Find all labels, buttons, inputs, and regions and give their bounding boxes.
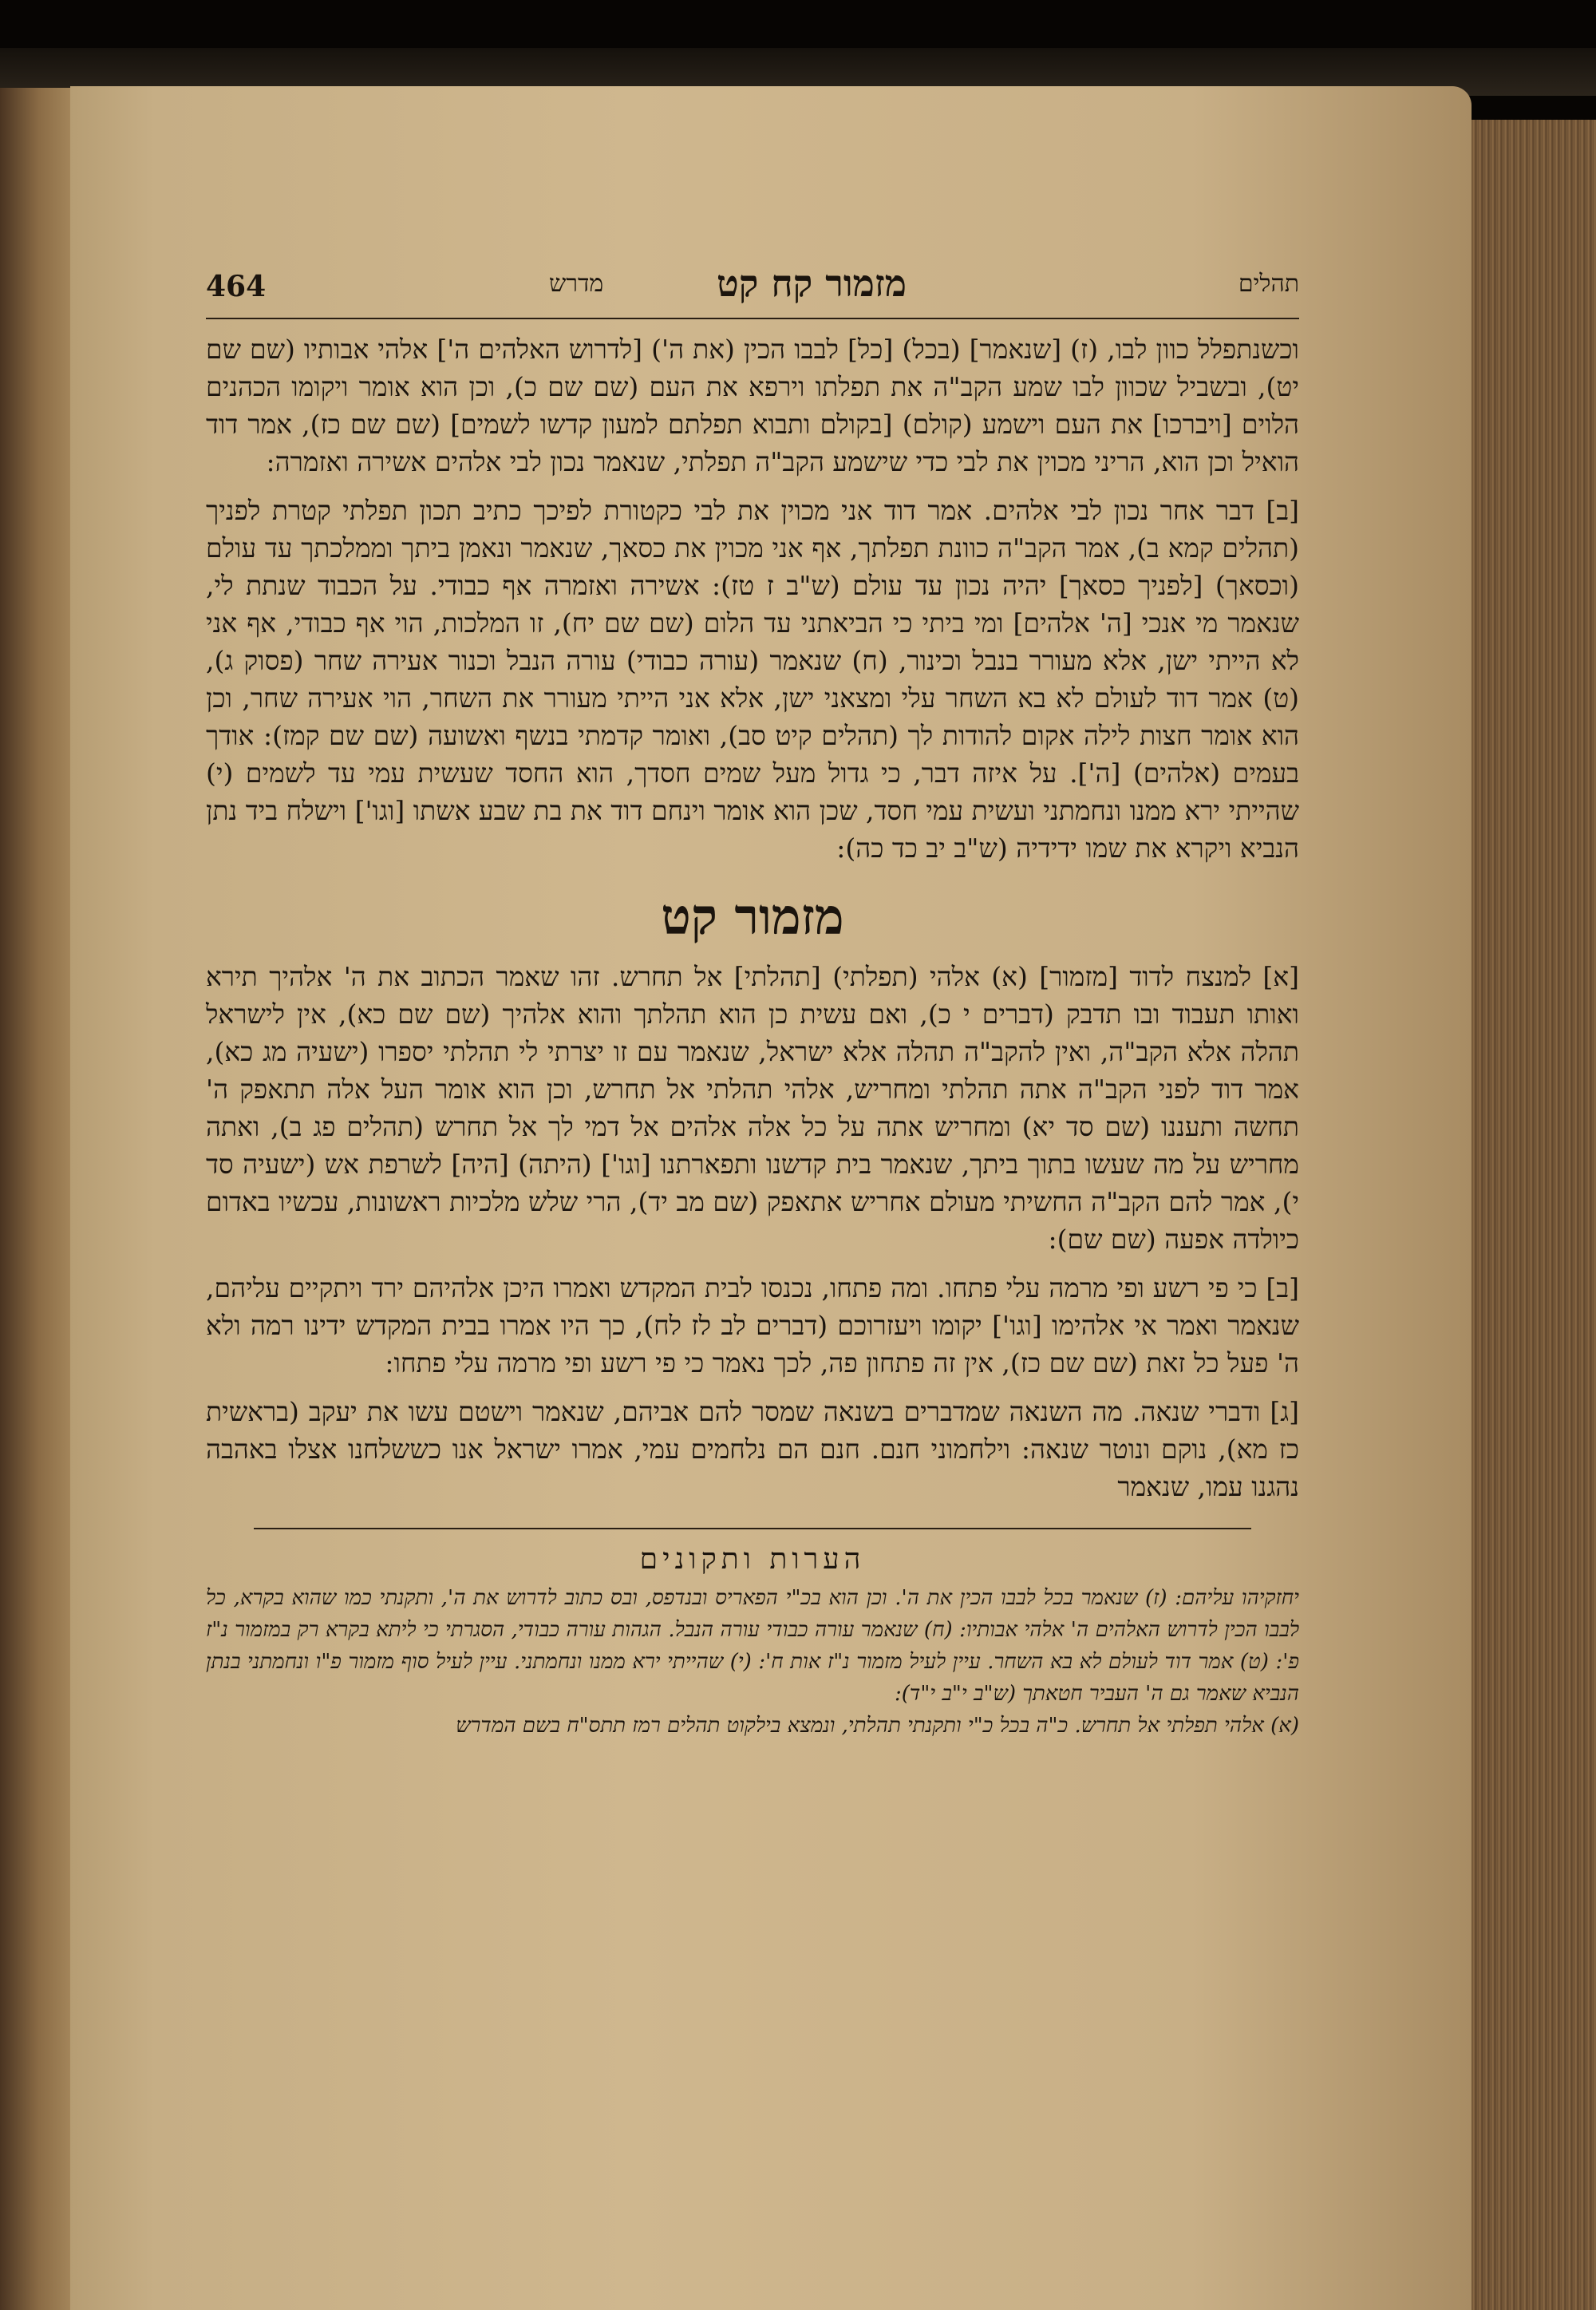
note-1: יחזקיהו עליהם: (ז) שנאמר בכל לבבו הכין את ה'. וכן הוא בכ"י הפאריס ובנדפס, ובס כתוב לדרוש את ה', ותקנתי כמו שהוא בקרא, כל לבבו הכין לדרוש האלהים ה' אלהי אבותיו: (ח) שנאמר עורה כבודי עורה הנבל. הגהות עורה כבודי, הסגרתי כי ליתא בקרא רק במזמור נ"ז פ': (ט) אמר דוד לעולם לא בא השחר. עיין לעיל מזמור נ"ז אות ח': (י) שהייתי ירא ממנו ונחמתני. עיין לעיל סוף מזמור פ"ו ונחמתני בנתן הנביא שאמר גם ה' העביר חטאתך (ש"ב י"ב י"ד): xyxy=(206,1586,1299,1706)
header-midrash: מדרש xyxy=(549,270,604,298)
psalm-paragraph-1: [א] למנצח לדוד [מזמור] (א) אלהי (תפלתי) [תהלתי] אל תחרש. זהו שאמר הכתוב את ה' אלהיך תירא ואותו תעבוד ובו תדבק (דברים י כ), ואם עשית כן הוא תהלתך והוא אלהיך (שם שם כא), אין לישראל תהלה אלא הקב"ה, ואין להקב"ה תהלה אלא ישראל, שנאמר עם זו יצרתי לי תהלתי יספרו (ישעיה מג כא), אמר דוד לפני הקב"ה אתה תהלתי ומחריש, אלהי תהלתי אל תחרש, וכן הוא אומר העל אלה תתאפק ה' תחשה ותעננו (שם סד יא) ומחריש אתה על כל אלה אלהים אל דמי לך אל תחרש (תהלים פג ב), ואתה מחריש על מה שעשו בתוך ביתך, שנאמר בית קדשנו ותפארתנו [וגו'] (היתה) [היה] לשרפת אש (ישעיה סד י), אמר להם הקב"ה החשיתי מעולם אחריש אתאפק (שם מב יד), הרי שלש מלכיות ראשונות, עכשיו באדום כיולדה אפעה (שם שם): xyxy=(206,961,1299,1255)
note-2: (א) אלהי תפלתי אל תחרש. כ"ה בכל כ"י ותקנתי תהלתי, ונמצא בילקוט תהלים רמז תתס"ח בשם המדרש xyxy=(456,1714,1299,1738)
header-book: תהלים xyxy=(1238,270,1299,298)
left-page-edge xyxy=(0,88,70,2310)
psalm-title: מזמור קט xyxy=(661,888,844,946)
page-content xyxy=(206,262,1299,2162)
psalm-paragraph-2: [ב] כי פי רשע ופי מרמה עלי פתחו. ומה פתחו, נכנסו לבית המקדש ואמרו היכן אלהיהם ירד ויתקיים עליהם, שנאמר ואמר אי אלהימו [וגו'] יקומו ויעזרוכם (דברים לב לז לח), כך היו אמרו בבית המקדש ידינו רמה ולא ה' פעל כל זאת (שם שם כז), אין זה פתחון פה, לכך נאמר כי פי רשע ופי מרמה עלי פתחו: xyxy=(206,1272,1299,1378)
book-page xyxy=(70,86,1472,2310)
psalm-paragraph-3: [ג] ודברי שנאה. מה השנאה שמדברים בשנאה שמסר להם אביהם, שנאמר וישטם עשו את יעקב (בראשית כז מא), נוקם ונוטר שנאה: וילחמוני חנם. חנם הם נלחמים עמי, אמרו ישראל אנו כששלחנו אצלו באהבה נהגנו עמו, שנאמר xyxy=(206,1396,1299,1502)
notes-divider xyxy=(254,1528,1251,1529)
running-header xyxy=(206,262,1299,319)
header-psalm: מזמור קח קט xyxy=(717,262,907,305)
page-block-edge xyxy=(1452,120,1596,2310)
page-number: 464 xyxy=(206,270,267,303)
paragraph-2: [ב] דבר אחר נכון לבי אלהים. אמר דוד אני מכוין את לבי כקטורת לפיכך כתיב תכון תפלתי קטרת לפניך (תהלים קמא ב), אמר הקב"ה כוונת תפלתך, אף אני מכוין את כסאך, שנאמר ונאמן ביתך וממלכתך עד עולם (וכסאך) [לפניך כסאך] יהיה נכון עד עולם (ש"ב ז טז): אשירה ואזמרה אף כבודי. על הכבוד שנתת לי, שנאמר מי אנכי [ה' אלהים] ומי ביתי כי הביאתני עד הלום (שם שם יח), זו המלכות, הוי אף כבודי, אף אני לא הייתי ישן, אלא מעורר בנבל וכינור, (ח) שנאמר (עורה כבודי) עורה הנבל וכנור אעירה שחר (פסוק ג), (ט) אמר דוד לעולם לא בא השחר עלי ומצאני ישן, אלא אני הייתי מעורר את השחר, הוי אעירה שחר, וכן הוא אומר חצות לילה אקום להודות לך (תהלים קיט סב), ואומר קדמתי בנשף ואשועה (שם שם קמז): אודך בעמים (אלהים) [ה']. על איזה דבר, כי גדול מעל שמים חסדך, הוא החסד שעשית עמי עד לשמים (י) שהייתי ירא ממנו ונחמתני ועשית עמי חסד, שכן הוא אומר וינחם דוד את בת שבע אשתו [וגו'] וישלח ביד נתן הנביא ויקרא את שמו ידידיה (ש"ב יב כד כה): xyxy=(206,495,1300,864)
paragraph-1: וכשנתפלל כוון לבו, (ז) [שנאמר] (בכל) [כל] לבבו הכין (את ה') [לדרוש האלהים ה'] אלהי אבותיו (שם שם יט), ובשביל שכוון לבו שמע הקב"ה את תפלתו וירפא את העם (שם שם כ), וכן הוא אומר ויקומו הכהנים הלוים [ויברכו] את העם וישמע (קולם) [בקולם ותבוא תפלתם למעון קדשו לשמים] (שם שם כז), אמר דוד הואיל וכן הוא, הריני מכוין את לבי כדי שישמע הקב"ה תפלתי, שנאמר נכון לבי אלהים אשירה ואזמרה: xyxy=(206,334,1299,477)
notes-title: הערות ותקונים xyxy=(639,1543,866,1576)
